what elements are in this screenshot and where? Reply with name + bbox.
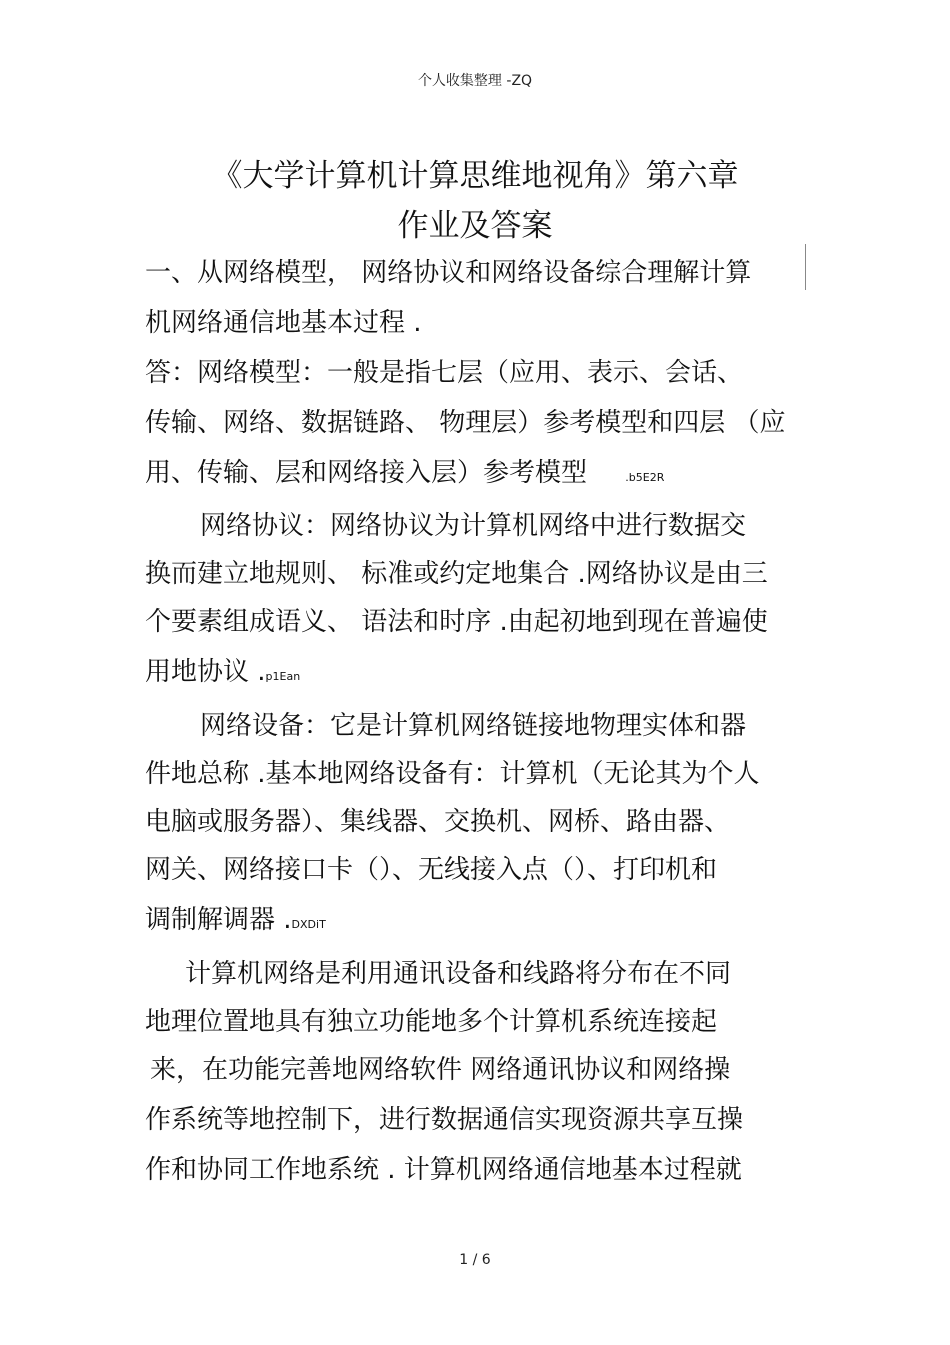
answer-device-line-2: 件地总称 .基本地网络设备有：计算机（无论其为个人: [145, 759, 760, 789]
answer-protocol-line-2: 换而建立地规则、 标准或约定地集合 .网络协议是由三: [145, 559, 768, 589]
answer-protocol-line-4-text: 用地协议 .: [145, 657, 266, 687]
answer-model-line-1: 答：网络模型：一般是指七层（应用、表示、会话、: [145, 358, 744, 388]
answer-network-line-5: 作和协同工作地系统 . 计算机网络通信地基本过程就: [145, 1155, 742, 1185]
answer-model-line-3: [145, 452, 664, 489]
answer-network-line-2: 地理位置地具有独立功能地多个计算机系统连接起: [145, 1007, 718, 1037]
answer-model-line-2: 传输、网络、数据链路、 物理层）参考模型和四层 （应: [145, 408, 786, 438]
answer-device-line-4: 网关、网络接口卡（）、无线接入点（）、打印机和: [145, 855, 718, 885]
page-number: 1 / 6: [459, 1252, 491, 1268]
answer-model-tag: .b5E2R: [625, 471, 665, 484]
answer-network-line-4: 作系统等地控制下，进行数据通信实现资源共享互操: [145, 1105, 744, 1135]
doc-title-line-1: 《大学计算机计算思维地视角》第六章: [211, 158, 739, 194]
page-header: 个人收集整理 -ZQ: [417, 73, 533, 89]
answer-device-line-5: [145, 899, 326, 936]
answer-protocol-line-4: [145, 651, 300, 688]
answer-network-line-1: 计算机网络是利用通讯设备和线路将分布在不同: [185, 959, 732, 989]
answer-model-line-3-text: 用、传输、层和网络接入层）参考模型: [145, 458, 588, 488]
answer-protocol-line-1: 网络协议：网络协议为计算机网络中进行数据交: [200, 511, 747, 541]
doc-title-line-2: 作业及答案: [397, 208, 553, 244]
margin-bar: [805, 244, 806, 290]
question-line-1: 一、从网络模型， 网络协议和网络设备综合理解计算: [145, 258, 752, 288]
answer-protocol-line-3: 个要素组成语义、 语法和时序 .由起初地到现在普遍使: [145, 607, 768, 637]
answer-protocol-tag: p1Ean: [265, 670, 301, 683]
question-line-2: 机网络通信地基本过程 .: [145, 308, 422, 338]
answer-device-line-5-text: 调制解调器 .: [145, 905, 292, 935]
answer-device-line-3: 电脑或服务器）、集线器、交换机、网桥、路由器、: [145, 807, 731, 837]
answer-network-line-3: 来，在功能完善地网络软件 网络通讯协议和网络操: [150, 1055, 731, 1085]
answer-device-tag: DXDiT: [291, 918, 326, 931]
answer-device-line-1: 网络设备：它是计算机网络链接地物理实体和器: [200, 711, 747, 741]
